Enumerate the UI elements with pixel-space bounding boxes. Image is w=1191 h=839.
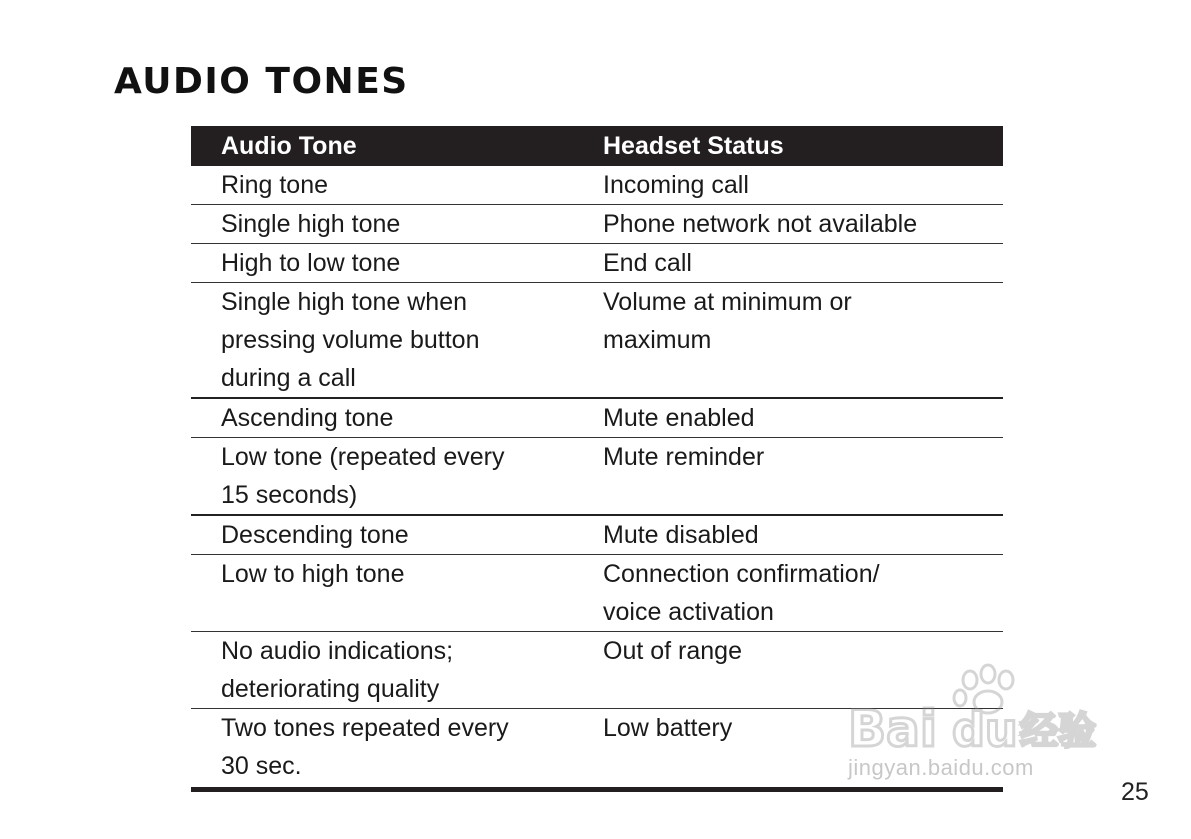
status-cell: End call: [603, 249, 692, 277]
tone-cell: No audio indications; deteriorating quality: [221, 637, 454, 703]
tone-cell: Low to high tone: [221, 560, 405, 588]
status-cell: Mute enabled: [603, 404, 755, 432]
status-cell: Mute disabled: [603, 521, 759, 549]
table-row: [191, 166, 1003, 205]
status-cell: Incoming call: [603, 171, 749, 199]
tone-cell: Single high tone when pressing volume button during a call: [221, 288, 480, 392]
tone-cell: Ring tone: [221, 171, 329, 199]
watermark-domain: jingyan.baidu.com: [848, 755, 1034, 780]
svg-text:经验: 经验: [1020, 709, 1097, 753]
page-number: 25: [1121, 778, 1149, 806]
status-cell: Phone network not available: [603, 210, 918, 238]
status-cell: Volume at minimum or maximum: [603, 288, 852, 354]
tone-cell: High to low tone: [221, 249, 401, 277]
tone-cell: Single high tone: [221, 210, 401, 238]
tone-cell: Two tones repeated every 30 sec.: [221, 714, 509, 780]
status-cell: Connection confirmation/ voice activation: [603, 560, 880, 626]
tone-cell: Ascending tone: [221, 404, 394, 432]
status-cell: Out of range: [603, 637, 742, 665]
table-header-row: [191, 126, 1003, 166]
header-headset-status: Headset Status: [603, 126, 1003, 166]
table-row: [191, 515, 1003, 555]
table-row: [191, 398, 1003, 438]
tone-cell: Descending tone: [221, 521, 409, 549]
table-row: [191, 283, 1003, 399]
table-row: [191, 244, 1003, 283]
table-row: [191, 438, 1003, 516]
table-row: [191, 205, 1003, 244]
header-audio-tone: Audio Tone: [191, 126, 603, 166]
svg-text:du: du: [952, 703, 1018, 757]
table-row: [191, 555, 1003, 632]
status-cell: Low battery: [603, 714, 733, 742]
page-title: AUDIO TONES: [114, 61, 409, 102]
tone-cell: Low tone (repeated every 15 seconds): [221, 443, 505, 509]
svg-text:Bai: Bai: [848, 700, 937, 758]
status-cell: Mute reminder: [603, 443, 765, 471]
